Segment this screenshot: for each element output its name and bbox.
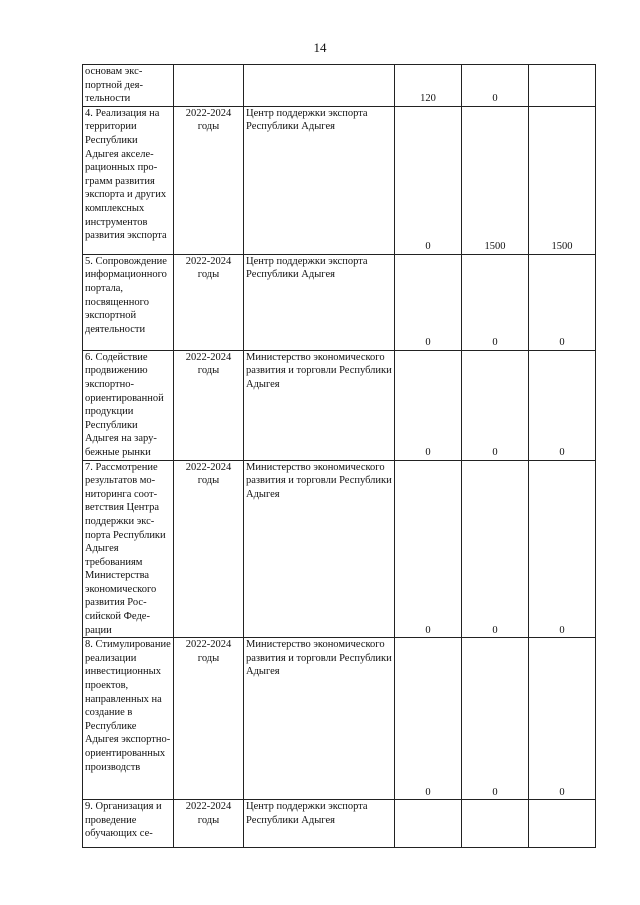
- executor-cell: Министерство экономического развития и торговли Республики Адыгея: [244, 350, 395, 460]
- table-row: [83, 638, 596, 800]
- value-2022: 0: [425, 624, 431, 636]
- value-cell: [529, 460, 596, 638]
- value-cell: [462, 460, 529, 638]
- table-row: [83, 106, 596, 254]
- value-cell: [462, 106, 529, 254]
- activity-name-cell: 9. Организация и проведение обучающих се-: [83, 800, 174, 848]
- period-cell: 2022-2024 годы: [174, 106, 244, 254]
- value-2022: 0: [425, 241, 431, 253]
- executor-cell: [244, 65, 395, 107]
- value-2024: 0: [559, 786, 565, 798]
- table-row: [83, 350, 596, 460]
- value-cell: [395, 65, 462, 107]
- period-cell: 2022-2024 годы: [174, 800, 244, 848]
- value-2023: 0: [492, 337, 498, 349]
- period-cell: 2022-2024 годы: [174, 254, 244, 350]
- executor-cell: Центр поддержки экспорта Республики Адыгея: [244, 106, 395, 254]
- value-cell: [395, 254, 462, 350]
- activity-name-cell: 5. Сопровождение информационного портала, посвященного экспортной деятельности: [83, 254, 174, 350]
- value-cell: [395, 350, 462, 460]
- value-cell: [395, 106, 462, 254]
- executor-cell: Центр поддержки экспорта Республики Адыгея: [244, 254, 395, 350]
- value-2023: 0: [492, 624, 498, 636]
- table-row: [83, 254, 596, 350]
- value-2023: 1500: [484, 241, 506, 253]
- value-2024: 1500: [551, 241, 573, 253]
- table-row: [83, 65, 596, 107]
- activity-name-cell: 7. Рассмотрение результатов мониторинга соответствия Центра поддержки экспорта Республики Адыгея требованиям Министерства экономического развития Российской Федерации: [83, 460, 174, 638]
- activity-name-cell: 4. Реализация на территории Республики Адыгея акселерационных программ развития экспорта и других комплексных инструментов развития экспорта: [83, 106, 174, 254]
- value-cell: [529, 350, 596, 460]
- value-2023: 0: [492, 93, 498, 105]
- value-2024: 0: [559, 624, 565, 636]
- value-cell: [395, 800, 462, 848]
- value-cell: [395, 460, 462, 638]
- value-cell: [462, 350, 529, 460]
- program-table: [82, 64, 596, 848]
- period-cell: 2022-2024 годы: [174, 638, 244, 800]
- value-cell: [462, 65, 529, 107]
- value-cell: [462, 254, 529, 350]
- executor-cell: Министерство экономического развития и торговли Республики Адыгея: [244, 638, 395, 800]
- value-cell: [529, 106, 596, 254]
- table-row: [83, 800, 596, 848]
- period-cell: [174, 65, 244, 107]
- activity-name-cell: 6. Содействие продвижению экспортно-ориентированной продукции Республики Адыгея на зарубежные рынки: [83, 350, 174, 460]
- value-cell: [462, 638, 529, 800]
- value-2022: 120: [420, 93, 436, 105]
- period-cell: 2022-2024 годы: [174, 460, 244, 638]
- activity-name-cell: 8. Стимулирование реализации инвестиционных проектов, направленных на создание в Республике Адыгея экспортно-ориентированных производств: [83, 638, 174, 800]
- table-row: [83, 460, 596, 638]
- value-2023: 0: [492, 446, 498, 458]
- value-2024: 0: [559, 446, 565, 458]
- value-2022: 0: [425, 446, 431, 458]
- value-2023: 0: [492, 786, 498, 798]
- page-number: 14: [313, 40, 327, 55]
- value-2022: 0: [425, 786, 431, 798]
- executor-cell: Министерство экономического развития и торговли Республики Адыгея: [244, 460, 395, 638]
- value-2022: 0: [425, 337, 431, 349]
- period-cell: 2022-2024 годы: [174, 350, 244, 460]
- value-cell: [529, 638, 596, 800]
- value-cell: [529, 254, 596, 350]
- value-cell: [462, 800, 529, 848]
- value-cell: [529, 65, 596, 107]
- value-cell: [395, 638, 462, 800]
- executor-cell: Центр поддержки экспорта Республики Адыгея: [244, 800, 395, 848]
- value-2024: 0: [559, 337, 565, 349]
- activity-name-cell: основам экспортной деятельности: [83, 65, 174, 107]
- value-cell: [529, 800, 596, 848]
